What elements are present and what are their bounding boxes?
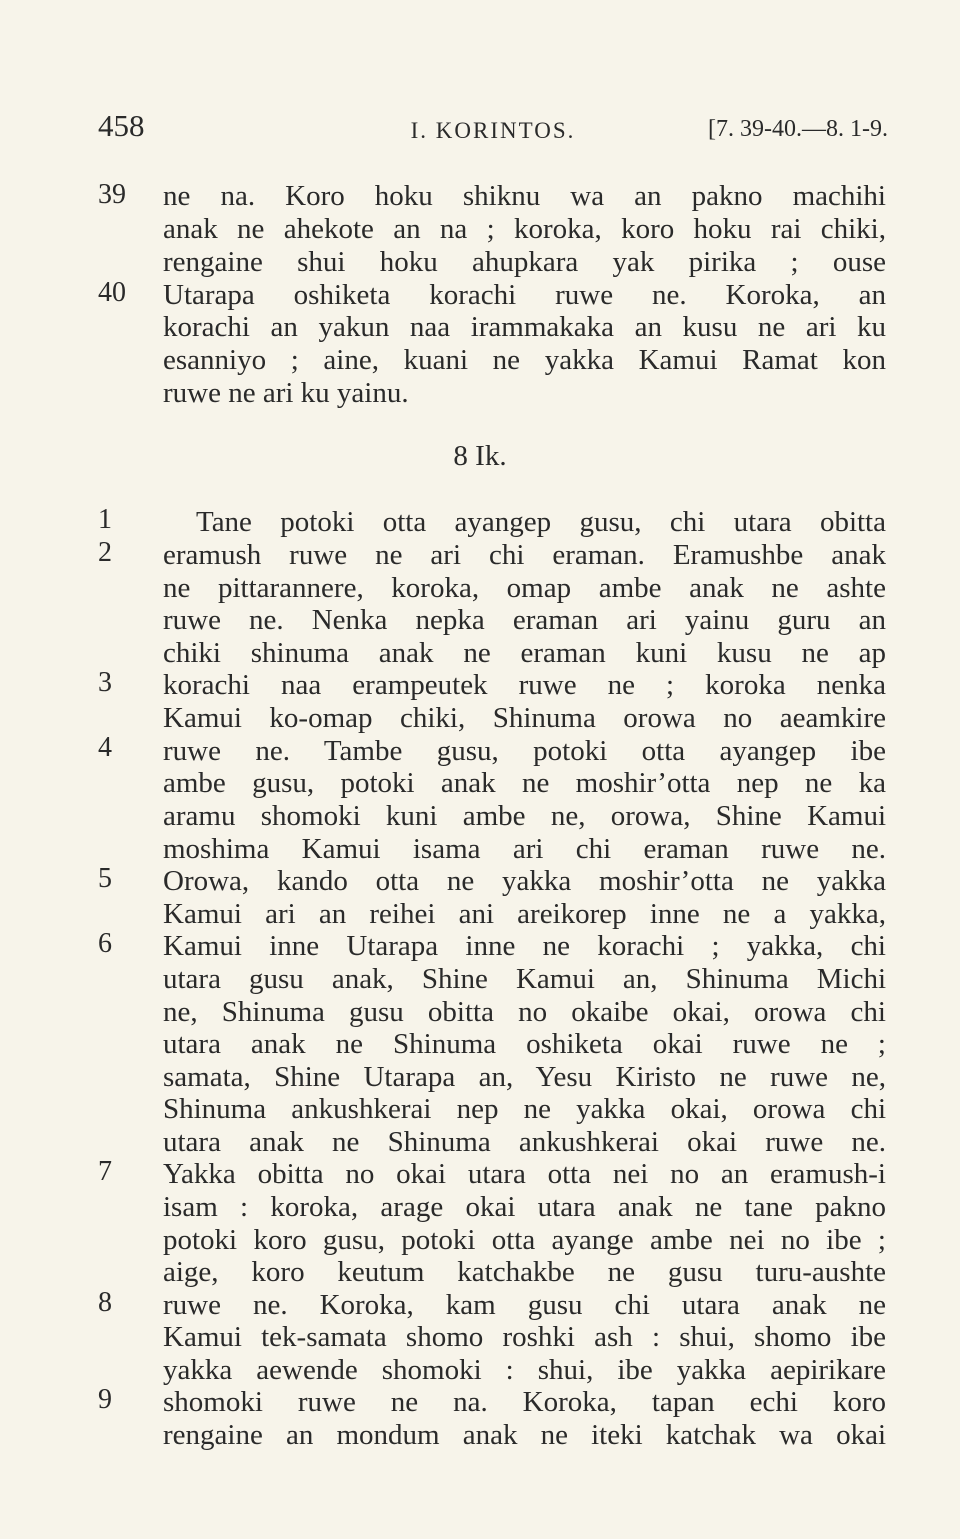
- text-line: ne pittarannere, koroka, omap ambe anak ne ashte: [163, 572, 886, 604]
- text-line: ne, Shinuma gusu obitta no okaibe okai, orowa chi: [163, 996, 886, 1028]
- verse-number: 40: [98, 277, 126, 308]
- page-number: 458: [98, 108, 145, 143]
- text-line: samata, Shine Utarapa an, Yesu Kiristo ne ruwe ne,: [163, 1061, 886, 1093]
- text-line: Kamui ari an reihei ani areikorep inne ne a yakka,: [163, 898, 886, 930]
- text-line: aige, koro keutum katchakbe ne gusu turu-aushte: [163, 1256, 886, 1288]
- text-line: anak ne ahekote an na ; koroka, koro hoku rai chiki,: [163, 213, 886, 245]
- verse-number: 2: [98, 537, 112, 568]
- text-line: Shinuma ankushkerai nep ne yakka okai, orowa chi: [163, 1093, 886, 1125]
- text-line: Kamui tek-samata shomo roshki ash : shui, shomo ibe: [163, 1321, 886, 1353]
- chapter-reference: [7. 39-40.—8. 1-9.: [708, 116, 888, 142]
- text-line: chiki shinuma anak ne eraman kuni kusu ne ap: [163, 637, 886, 669]
- chapter-heading: 8 Ik.: [453, 440, 507, 472]
- text-line: ne na. Koro hoku shiknu wa an pakno machihi: [163, 180, 886, 212]
- text-line: ruwe ne. Tambe gusu, potoki otta ayangep ibe: [163, 735, 886, 767]
- text-line: korachi naa erampeutek ruwe ne ; koroka nenka: [163, 669, 886, 701]
- text-line: Yakka obitta no okai utara otta nei no an eramush-i: [163, 1158, 886, 1190]
- text-line: utara anak ne Shinuma ankushkerai okai ruwe ne.: [163, 1126, 886, 1158]
- text-line: ambe gusu, potoki anak ne moshir’otta nep ne ka: [163, 767, 886, 799]
- text-line: yakka aewende shomoki : shui, ibe yakka aepirikare: [163, 1354, 886, 1386]
- text-line: Utarapa oshiketa korachi ruwe ne. Koroka, an: [163, 279, 886, 311]
- verse-number: 5: [98, 863, 112, 894]
- text-line: Kamui ko-omap chiki, Shinuma orowa no aeamkire: [163, 702, 886, 734]
- page-header: [98, 108, 888, 148]
- text-line: Tane potoki otta ayangep gusu, chi utara obitta: [196, 506, 886, 538]
- verse-number: 3: [98, 667, 112, 698]
- text-line: Orowa, kando otta ne yakka moshir’otta ne yakka: [163, 865, 886, 897]
- verse-number: 8: [98, 1287, 112, 1318]
- verse-number: 4: [98, 732, 112, 763]
- text-line: moshima Kamui isama ari chi eraman ruwe ne.: [163, 833, 886, 865]
- text-line: ruwe ne. Koroka, kam gusu chi utara anak ne: [163, 1289, 886, 1321]
- text-line: ruwe ne ari ku yainu.: [163, 377, 409, 409]
- text-line: esanniyo ; aine, kuani ne yakka Kamui Ramat kon: [163, 344, 886, 376]
- text-line: ruwe ne. Nenka nepka eraman ari yainu guru an: [163, 604, 886, 636]
- verse-number: 39: [98, 179, 126, 210]
- verse-number: 9: [98, 1384, 112, 1415]
- text-line: eramush ruwe ne ari chi eraman. Eramushbe anak: [163, 539, 886, 571]
- verse-number: 7: [98, 1156, 112, 1187]
- text-line: Kamui inne Utarapa inne ne korachi ; yakka, chi: [163, 930, 886, 962]
- text-line: rengaine shui hoku ahupkara yak pirika ; ouse: [163, 246, 886, 278]
- text-line: utara gusu anak, Shine Kamui an, Shinuma Michi: [163, 963, 886, 995]
- verse-number: 6: [98, 928, 112, 959]
- text-line: isam : koroka, arage okai utara anak ne tane pakno: [163, 1191, 886, 1223]
- running-title: I. KORINTOS.: [410, 118, 576, 143]
- text-line: aramu shomoki kuni ambe ne, orowa, Shine Kamui: [163, 800, 886, 832]
- text-line: rengaine an mondum anak ne iteki katchak wa okai: [163, 1419, 886, 1451]
- text-line: korachi an yakun naa irammakaka an kusu ne ari ku: [163, 311, 886, 343]
- text-line: utara anak ne Shinuma oshiketa okai ruwe ne ;: [163, 1028, 886, 1060]
- text-line: shomoki ruwe ne na. Koroka, tapan echi koro: [163, 1386, 886, 1418]
- verse-number: 1: [98, 504, 112, 535]
- text-line: potoki koro gusu, potoki otta ayange ambe nei no ibe ;: [163, 1224, 886, 1256]
